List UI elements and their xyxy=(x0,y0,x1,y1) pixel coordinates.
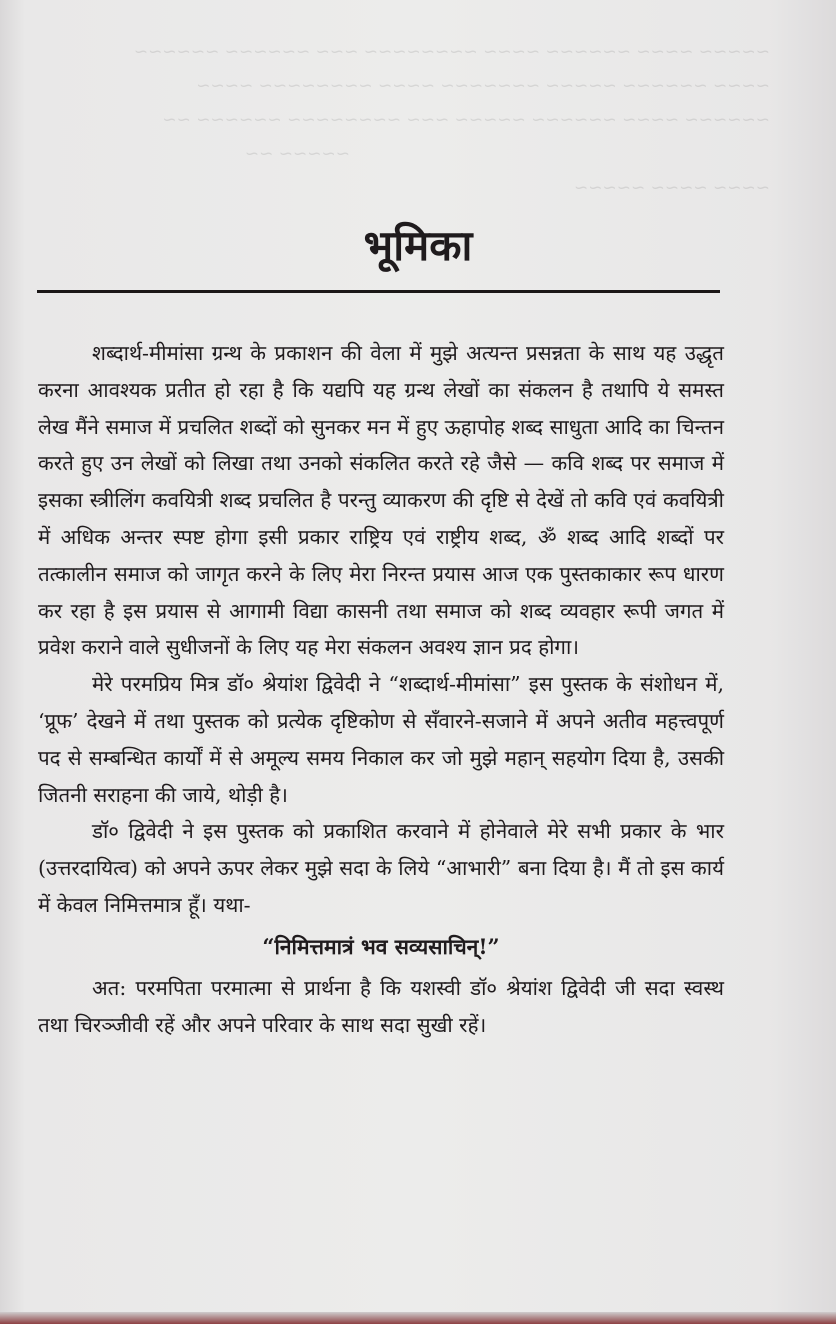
title-underline xyxy=(37,290,720,293)
paragraph-2: मेरे परमप्रिय मित्र डॉ० श्रेयांश द्विवेदी ने “शब्दार्थ-मीमांसा” इस पुस्तक के संशोधन में, ‘प्रूफ’ देखने में तथा पुस्तक को प्रत्येक दृष्टिकोण से सँवारने-सजाने में अपने अतीव महत्त्वपूर्ण पद से सम्बन्धित कार्यों में से अमूल्य समय निकाल कर जो मुझे महान् सहयोग दिया है, उसकी जितनी सराहना की जाये, थोड़ी है। xyxy=(38,672,724,807)
page-body xyxy=(38,335,724,1043)
book-bottom-edge xyxy=(0,1312,836,1324)
paragraph-3: डॉ० द्विवेदी ने इस पुस्तक को प्रकाशित करवाने में होनेवाले मेरे सभी प्रकार के भार (उत्तरदायित्व) को अपने ऊपर लेकर मुझे सदा के लिये “आभारी” बना दिया है। मैं तो इस कार्य में केवल निमित्तमात्र हूँ। यथा- xyxy=(38,819,724,917)
show-through-text: ~~~~~ ~~~~ ~~~~~~ ~~~~ ~~~~~~~~ ~~~ ~~~~~~ ~~~~~~ ~~~~ ~~~~~~ ~~~~~ ~~~~~~~ ~~~~ ~~~~~~~~ ~~~~ ~~~~~~ ~~~~ ~~~~~~ ~~~~~ ~~~ ~~~~~~~~ ~~~~~~ ~~ ~~~~~ ~~ ~~~~ ~~~~ ~~~~~ xyxy=(133,42,770,198)
sanskrit-quote: “निमित्तमात्रं भव सव्यसाचिन्!” xyxy=(262,933,500,959)
closing-paragraph: अत: परमपिता परमात्मा से प्रार्थना है कि यशस्वी डॉ० श्रेयांश द्विवेदी जी सदा स्वस्थ तथा चिरञ्जीवी रहें और अपने परिवार के साथ सदा सुखी रहें। xyxy=(38,975,724,1037)
page-title: भूमिका xyxy=(363,221,473,270)
paragraph-1: शब्दार्थ-मीमांसा ग्रन्थ के प्रकाशन की वेला में मुझे अत्यन्त प्रसन्नता के साथ यह उद्धृत करना आवश्यक प्रतीत हो रहा है कि यद्यपि यह ग्रन्थ लेखों का संकलन है तथापि ये समस्त लेख मैंने समाज में प्रचलित शब्दों को सुनकर मन में हुए ऊहापोह शब्द साधुता आदि का चिन्तन करते हुए उन लेखों को लिखा तथा उनको संकलित करते रहे जैसे — कवि शब्द पर समाज में इसका स्त्रीलिंग कवयित्री शब्द प्रचलित है परन्तु व्याकरण की दृष्टि से देखें तो कवि एवं कवयित्री में अधिक अन्तर स्पष्ट होगा इसी प्रकार राष्ट्रिय एवं राष्ट्रीय शब्द, ॐ शब्द आदि शब्दों पर तत्कालीन समाज को जागृत करने के लिए मेरा निरन्त प्रयास आज एक पुस्तकाकार रूप धारण कर रहा है इस प्रयास से आगामी विद्या कासनी तथा समाज को शब्द व्यवहार रूपी जगत में प्रवेश कराने वाले सुधीजनों के लिए यह मेरा संकलन अवश्य ज्ञान प्रद होगा। xyxy=(38,341,724,660)
